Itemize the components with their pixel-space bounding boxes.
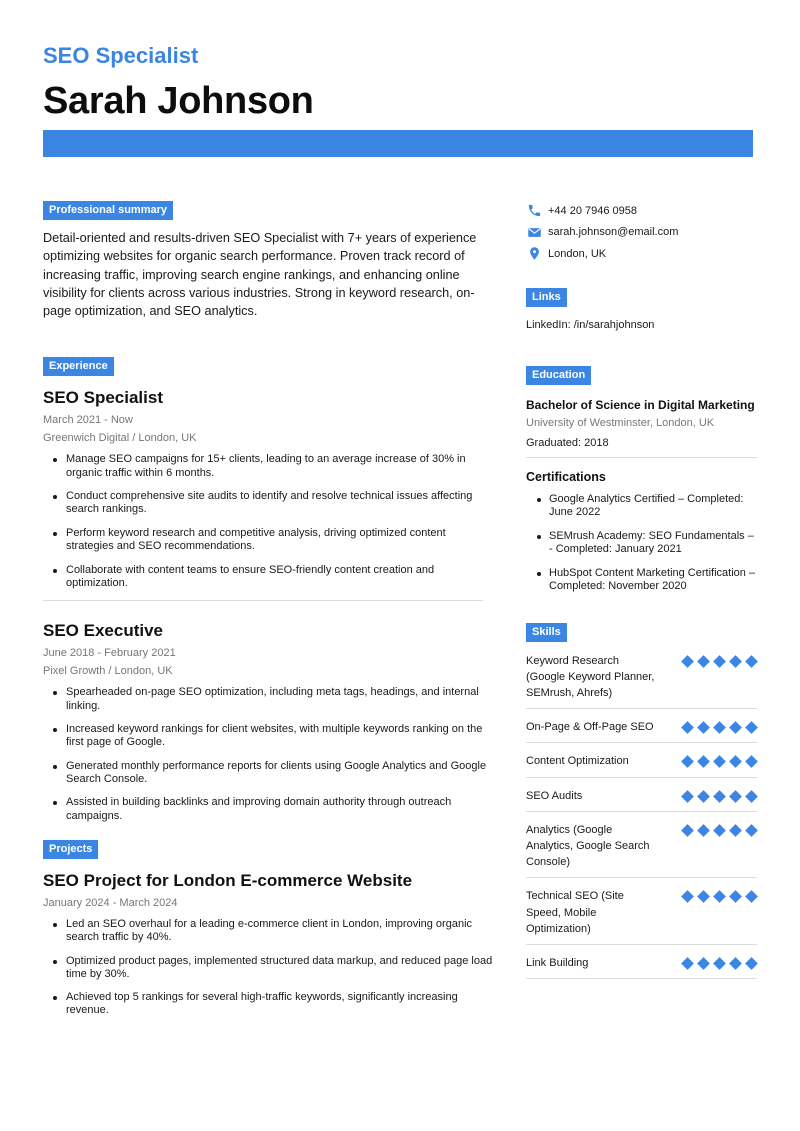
skills-list [526,653,757,980]
rating-diamond-icon [745,890,758,903]
linkedin-link[interactable]: LinkedIn: /in/sarahjohnson [526,318,655,331]
bullet-item: Increased keyword rankings for client websites, with multiple keywords ranking on the first page of Google. [43,723,495,749]
candidate-name: Sarah Johnson [43,80,314,122]
summary-text: Detail-oriented and results-driven SEO Specialist with 7+ years of experience optimizing websites for organic search performance. Proven track record of increasing traffic, improving search engine rankings, and enhancing online visibility for clients across various industries. Strong in keyword research, on-page optimization, and SEO analytics. [43,231,477,319]
rating-diamond-icon [713,824,726,837]
project-entry [43,870,495,1018]
skill-row [526,822,757,879]
rating-diamond-icon [745,755,758,768]
rating-diamond-icon [745,824,758,837]
skills-heading: Skills [526,623,567,642]
skill-row [526,753,757,777]
rating-diamond-icon [697,957,710,970]
projects-heading: Projects [43,840,98,859]
education-degree: Bachelor of Science in Digital Marketing [526,397,755,412]
links-heading: Links [526,288,567,307]
job-dates: June 2018 - February 2021 [43,647,176,660]
rating-diamond-icon [681,957,694,970]
rating-diamond-icon [681,824,694,837]
rating-diamond-icon [681,655,694,668]
bullet-item: Collaborate with content teams to ensure SEO-friendly content creation and optimization. [43,564,495,590]
rating-diamond-icon [729,890,742,903]
rating-diamond-icon [697,655,710,668]
rating-diamond-icon [713,957,726,970]
rating-diamond-icon [713,755,726,768]
job-employer-location: Greenwich Digital / London, UK [43,432,197,445]
contact-location [526,243,757,265]
skill-name: Link Building [526,956,589,969]
summary-heading: Professional summary [43,201,173,220]
bullet-item: Led an SEO overhaul for a leading e-commerce client in London, improving organic search traffic by 40%. [43,918,495,944]
project-bullets [43,918,495,1018]
experience-section [43,356,495,822]
project-dates: January 2024 - March 2024 [43,896,178,909]
rating-diamond-icon [729,790,742,803]
rating-diamond-icon [713,655,726,668]
skill-rating [682,719,757,734]
job-entry [43,387,495,590]
bullet-item: Optimized product pages, implemented structured data markup, and reduced page load time by 30%. [43,955,495,981]
email-address: sarah.johnson@email.com [548,226,679,239]
job-entry [43,620,495,823]
rating-diamond-icon [697,721,710,734]
skill-name: Technical SEO (Site Speed, Mobile Optimization) [526,890,624,935]
certifications-heading: Certifications [526,469,606,484]
contact-section [526,200,757,265]
experience-heading: Experience [43,357,114,376]
rating-diamond-icon [697,890,710,903]
map-pin-icon [526,246,542,262]
resume-role-title: SEO Specialist [43,43,199,68]
project-title: SEO Project for London E-commerce Website [43,870,413,890]
rating-diamond-icon [729,721,742,734]
education-school: University of Westminster, London, UK [526,416,715,429]
bullet-item: Manage SEO campaigns for 15+ clients, leading to an average increase of 30% in organic traffic within 6 months. [43,453,495,479]
skill-rating [682,955,757,970]
rating-diamond-icon [681,721,694,734]
job-title: SEO Specialist [43,388,163,408]
summary-section [43,200,495,320]
skill-rating [682,653,757,668]
job-bullets [43,686,495,823]
bullet-item: Generated monthly performance reports for clients using Google Analytics and Google Search Console. [43,760,495,786]
bullet-item: Assisted in building backlinks and improving domain authority through outreach campaigns. [43,796,495,822]
rating-diamond-icon [681,890,694,903]
bullet-item: Conduct comprehensive site audits to identify and resolve technical issues affecting search rankings. [43,490,495,516]
section-divider [43,600,483,601]
bullet-item: Spearheaded on-page SEO optimization, including meta tags, headings, and internal linking. [43,686,495,712]
bullet-item: Perform keyword research and competitive analysis, driving optimized content strategies and SEO recommendations. [43,527,495,553]
sidebar-column [526,200,757,989]
rating-diamond-icon [697,824,710,837]
rating-diamond-icon [697,790,710,803]
rating-diamond-icon [681,790,694,803]
rating-diamond-icon [713,890,726,903]
skill-name: SEO Audits [526,789,583,802]
skill-name: On-Page & Off-Page SEO [526,721,654,734]
education-heading: Education [526,366,591,385]
rating-diamond-icon [713,721,726,734]
certification-item: HubSpot Content Marketing Certification – Completed: November 2020 [526,567,757,594]
contact-phone [526,200,757,222]
rating-diamond-icon [745,957,758,970]
skill-name: Keyword Research (Google Keyword Planner, SEMrush, Ahrefs) [526,654,655,699]
rating-diamond-icon [745,721,758,734]
rating-diamond-icon [697,755,710,768]
skill-name: Content Optimization [526,755,629,768]
skill-row [526,653,757,710]
section-divider [526,457,757,458]
phone-number: +44 20 7946 0958 [548,204,638,217]
skills-section [526,622,757,980]
projects-section [43,839,495,1018]
certifications-list [526,493,757,594]
certifications-section [526,470,757,594]
skill-rating [682,822,757,837]
job-title: SEO Executive [43,621,164,641]
education-graduated: Graduated: 2018 [526,436,609,449]
certification-item: SEMrush Academy: SEO Fundamentals – - Completed: January 2021 [526,530,757,557]
rating-diamond-icon [729,655,742,668]
bullet-item: Achieved top 5 rankings for several high-traffic keywords, significantly increasing revenue. [43,991,495,1017]
job-employer-location: Pixel Growth / London, UK [43,665,173,678]
envelope-icon [526,224,542,240]
location-text: London, UK [548,247,607,260]
certification-item: Google Analytics Certified – Completed: June 2022 [526,493,757,520]
contact-email [526,222,757,244]
header-accent-bar [43,130,753,157]
skill-name: Analytics (Google Analytics, Google Search Console) [526,823,650,869]
rating-diamond-icon [681,755,694,768]
skill-rating [682,788,757,803]
phone-icon [526,203,542,219]
rating-diamond-icon [729,824,742,837]
rating-diamond-icon [729,755,742,768]
rating-diamond-icon [745,790,758,803]
skill-row [526,719,757,743]
rating-diamond-icon [713,790,726,803]
rating-diamond-icon [729,957,742,970]
job-bullets [43,453,495,590]
rating-diamond-icon [745,655,758,668]
job-dates: March 2021 - Now [43,414,133,427]
skill-row [526,955,757,979]
education-section [526,365,757,458]
skill-rating [682,753,757,768]
links-section [526,287,757,331]
main-column [43,200,495,1028]
skill-rating [682,888,757,903]
skill-row [526,788,757,812]
skill-row [526,888,757,945]
